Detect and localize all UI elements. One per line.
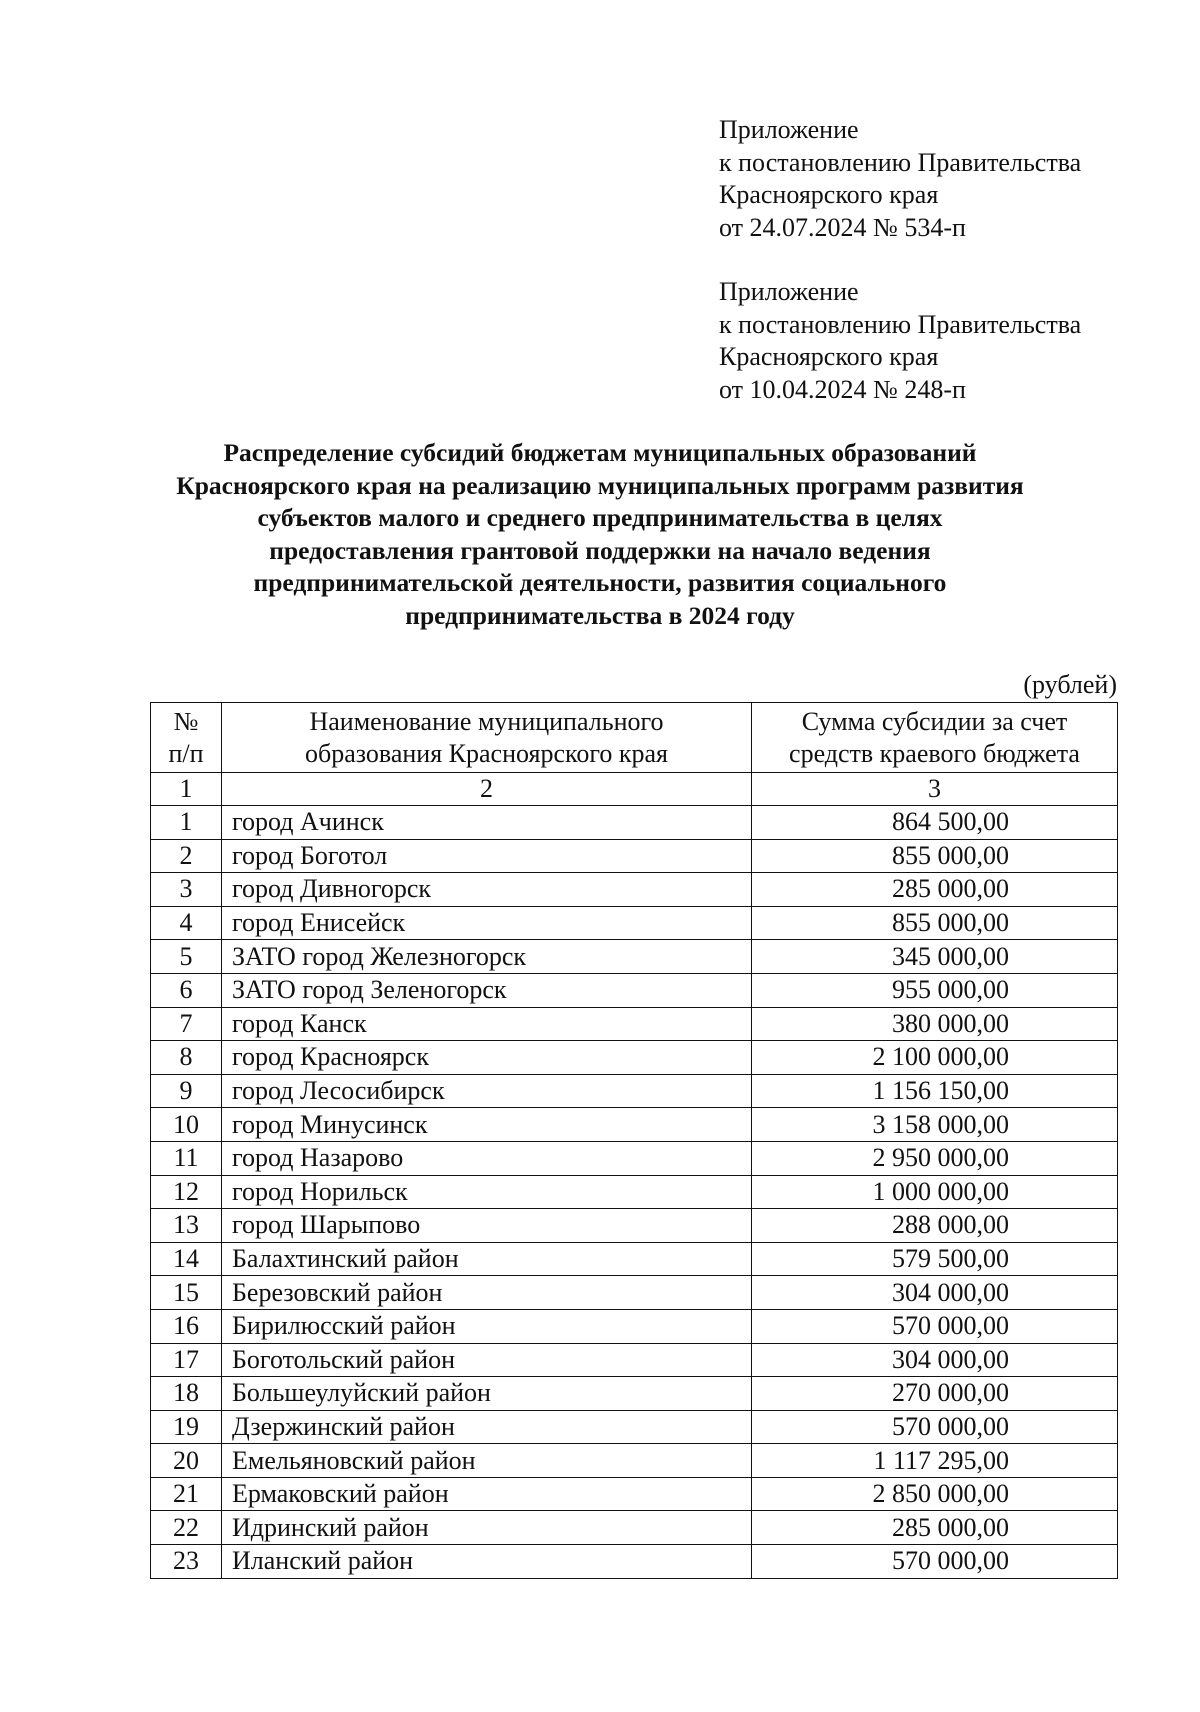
row-number: 10 [151, 1108, 222, 1142]
column-index: 1 [151, 773, 222, 806]
column-index: 2 [222, 773, 752, 806]
row-number: 11 [151, 1141, 222, 1175]
table-row [151, 1108, 1118, 1142]
subsidy-amount: 285 000,00 [752, 1511, 1118, 1545]
row-number: 23 [151, 1545, 222, 1579]
table-row [151, 1175, 1118, 1209]
table-row [151, 1074, 1118, 1108]
row-number: 3 [151, 873, 222, 907]
table-row [151, 906, 1118, 940]
column-index-row [151, 773, 1118, 806]
municipality-name: город Ачинск [222, 806, 752, 840]
title-line: Распределение субсидий бюджетам муниципальных образований [223, 438, 977, 467]
subsidy-amount: 2 100 000,00 [752, 1041, 1118, 1075]
subsidy-amount: 570 000,00 [752, 1545, 1118, 1579]
municipality-name: Бирилюсский район [222, 1309, 752, 1343]
municipality-name: Березовский район [222, 1276, 752, 1310]
municipality-name: ЗАТО город Зеленогорск [222, 973, 752, 1007]
municipality-name: Дзержинский район [222, 1410, 752, 1444]
table-row [151, 973, 1118, 1007]
row-number: 14 [151, 1242, 222, 1276]
annex-line: Красноярского края [719, 180, 939, 209]
header-text: п/п [168, 738, 204, 768]
row-number: 5 [151, 940, 222, 974]
title-line: предпринимательской деятельности, развития социального [253, 568, 947, 597]
title-line: предпринимательства в 2024 году [405, 600, 795, 630]
table-row [151, 1041, 1118, 1075]
table-row [151, 1410, 1118, 1444]
subsidy-amount: 864 500,00 [752, 806, 1118, 840]
row-number: 21 [151, 1477, 222, 1511]
municipality-name: город Боготол [222, 839, 752, 873]
subsidy-amount: 3 158 000,00 [752, 1108, 1118, 1142]
municipality-name: Емельяновский район [222, 1444, 752, 1478]
table-row [151, 1309, 1118, 1343]
table-row [151, 1477, 1118, 1511]
annex-line: от 10.04.2024 № 248-п [719, 374, 966, 404]
subsidy-amount: 855 000,00 [752, 839, 1118, 873]
table-row [151, 873, 1118, 907]
municipality-name: Боготольский район [222, 1343, 752, 1377]
table-row [151, 839, 1118, 873]
header-sum [752, 703, 1118, 773]
table-row [151, 1276, 1118, 1310]
subsidy-amount: 955 000,00 [752, 973, 1118, 1007]
subsidy-amount: 285 000,00 [752, 873, 1118, 907]
row-number: 15 [151, 1276, 222, 1310]
annex-line: Красноярского края [719, 342, 939, 371]
row-number: 13 [151, 1209, 222, 1243]
subsidy-amount: 570 000,00 [752, 1309, 1118, 1343]
annex-line: Приложение [719, 115, 859, 144]
row-number: 17 [151, 1343, 222, 1377]
unit-label: (рублей) [1023, 670, 1117, 699]
table-row [151, 1377, 1118, 1411]
subsidy-table [150, 702, 1118, 1579]
table-row [151, 1007, 1118, 1041]
municipality-name: ЗАТО город Железногорск [222, 940, 752, 974]
table-row [151, 1242, 1118, 1276]
row-number: 6 [151, 973, 222, 1007]
row-number: 19 [151, 1410, 222, 1444]
municipality-name: город Енисейск [222, 906, 752, 940]
table-row [151, 1444, 1118, 1478]
header-text: средств краевого бюджета [789, 738, 1080, 768]
annex-line: Приложение [719, 277, 859, 306]
subsidy-amount: 579 500,00 [752, 1242, 1118, 1276]
document-title [100, 437, 1100, 632]
annex-line: от 24.07.2024 № 534-п [719, 212, 966, 242]
municipality-name: город Норильск [222, 1175, 752, 1209]
municipality-name: город Минусинск [222, 1108, 752, 1142]
municipality-name: Ермаковский район [222, 1477, 752, 1511]
row-number: 7 [151, 1007, 222, 1041]
row-number: 2 [151, 839, 222, 873]
subsidy-amount: 304 000,00 [752, 1276, 1118, 1310]
column-index: 3 [752, 773, 1118, 806]
table-body [151, 806, 1118, 1579]
subsidy-amount: 855 000,00 [752, 906, 1118, 940]
header-text: образования Красноярского края [305, 738, 668, 768]
municipality-name: Иланский район [222, 1545, 752, 1579]
row-number: 22 [151, 1511, 222, 1545]
title-line: предоставления грантовой поддержки на начало ведения [269, 535, 931, 565]
annex-block-1 [719, 114, 1081, 244]
table-row [151, 1209, 1118, 1243]
header-text: Наименование муниципального [309, 706, 664, 736]
row-number: 1 [151, 806, 222, 840]
header-number [151, 703, 222, 773]
row-number: 20 [151, 1444, 222, 1478]
municipality-name: город Дивногорск [222, 873, 752, 907]
municipality-name: город Шарыпово [222, 1209, 752, 1243]
municipality-name: Идринский район [222, 1511, 752, 1545]
row-number: 4 [151, 906, 222, 940]
municipality-name: город Красноярск [222, 1041, 752, 1075]
row-number: 8 [151, 1041, 222, 1075]
subsidy-amount: 380 000,00 [752, 1007, 1118, 1041]
subsidy-amount: 1 117 295,00 [752, 1444, 1118, 1478]
subsidy-amount: 2 950 000,00 [752, 1141, 1118, 1175]
header-text: № [173, 706, 199, 736]
subsidy-amount: 1 156 150,00 [752, 1074, 1118, 1108]
subsidy-amount: 1 000 000,00 [752, 1175, 1118, 1209]
row-number: 12 [151, 1175, 222, 1209]
subsidy-amount: 270 000,00 [752, 1377, 1118, 1411]
title-line: Красноярского края на реализацию муниципальных программ развития [176, 470, 1024, 500]
table-row [151, 1141, 1118, 1175]
table-row [151, 806, 1118, 840]
annex-line: к постановлению Правительства [719, 309, 1082, 339]
subsidy-amount: 288 000,00 [752, 1209, 1118, 1243]
table-row [151, 1343, 1118, 1377]
annex-line: к постановлению Правительства [719, 147, 1082, 177]
municipality-name: город Канск [222, 1007, 752, 1041]
row-number: 9 [151, 1074, 222, 1108]
subsidy-amount: 345 000,00 [752, 940, 1118, 974]
header-name [222, 703, 752, 773]
title-line: субъектов малого и среднего предпринимательства в целях [257, 503, 943, 532]
table-row [151, 1511, 1118, 1545]
subsidy-amount: 2 850 000,00 [752, 1477, 1118, 1511]
table-row [151, 1545, 1118, 1579]
table-row [151, 940, 1118, 974]
header-text: Сумма субсидии за счет [801, 706, 1068, 736]
municipality-name: город Лесосибирск [222, 1074, 752, 1108]
subsidy-amount: 304 000,00 [752, 1343, 1118, 1377]
annex-block-2 [719, 276, 1081, 406]
row-number: 16 [151, 1309, 222, 1343]
row-number: 18 [151, 1377, 222, 1411]
municipality-name: город Назарово [222, 1141, 752, 1175]
municipality-name: Балахтинский район [222, 1242, 752, 1276]
municipality-name: Большеулуйский район [222, 1377, 752, 1411]
table-header-row [151, 703, 1118, 773]
subsidy-amount: 570 000,00 [752, 1410, 1118, 1444]
